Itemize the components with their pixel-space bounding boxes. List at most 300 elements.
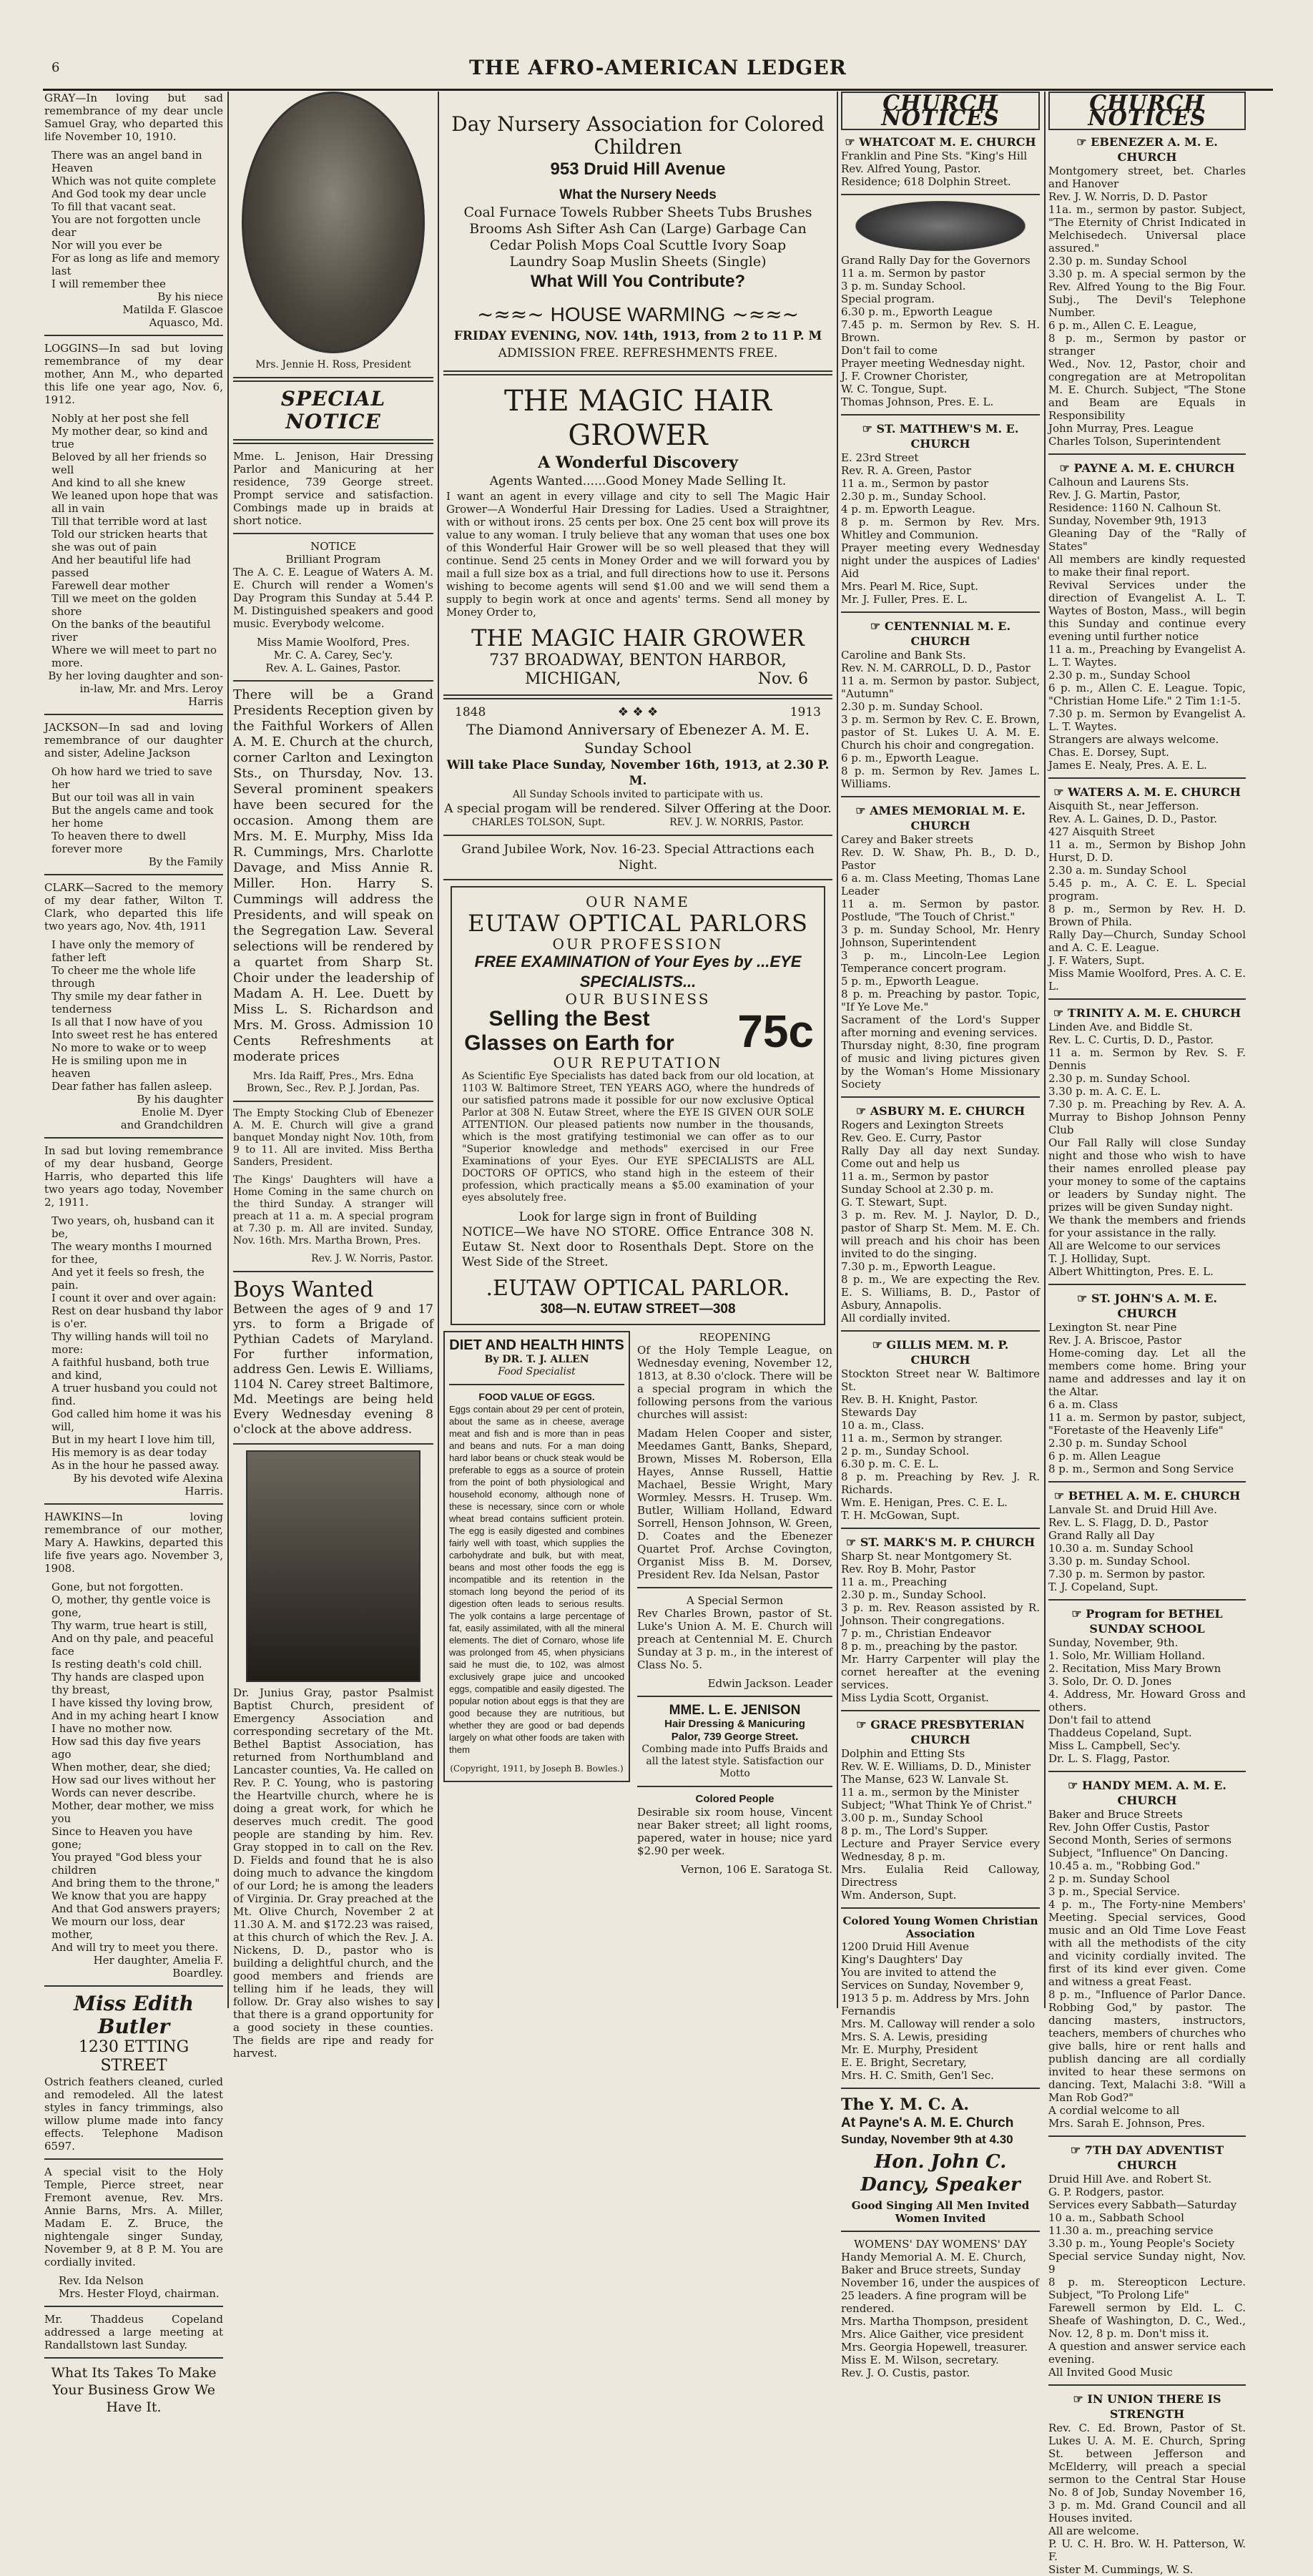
- church-line: 11 a. m. Sermon by Rev. S. F. Dennis: [1048, 1046, 1246, 1072]
- poem-line: God called him home it was his will,: [51, 1407, 222, 1433]
- reopening-column: [637, 1331, 832, 1876]
- divider: [1048, 2135, 1246, 2137]
- notice-sign-3: Rev. A. L. Gaines, Pastor.: [265, 662, 401, 674]
- ywca-heading: Colored Young Women Christian Association: [842, 1914, 1038, 1940]
- church-entry: [841, 414, 1040, 606]
- church-line: Wm. Anderson, Supt.: [841, 1889, 957, 1902]
- church-name-text: ASBURY M. E. CHURCH: [870, 1104, 1026, 1118]
- church-line: James E. Nealy, Pres. A. E. L.: [1048, 759, 1207, 772]
- church-line: Rev. L. S. Flagg, D. D., Pastor: [1048, 1516, 1209, 1529]
- church-line: 8 p. m. Sermon by Rev. James L. Williams.: [841, 765, 1040, 790]
- memoriam-signature: By her loving daughter and son-in-law, Mr. and Mrs. Leroy Harris: [48, 669, 223, 708]
- church-line: Don't fail to come: [841, 344, 938, 357]
- memoriam-text: CLARK—Sacred to the memory of my dear father, Wilton T. Clark, who departed this life two years ago, Nov. 4th, 1911: [44, 881, 223, 933]
- church-line: 8 p. m., preaching by the pastor.: [841, 1640, 1018, 1653]
- church-line: Wed., Nov. 12, Pastor, choir and congregation are at Metropolitan M. E. Church. Subject, "The Stone and Beam are Equals in Responsibility: [1048, 358, 1246, 422]
- church-line: 6.30 p. m. C. E. L.: [841, 1457, 939, 1470]
- memoriam-signature: Matilda F. Glascoe: [122, 303, 223, 316]
- poem-line: The weary months I mourned for thee,: [51, 1240, 212, 1266]
- memoriam-list: [44, 92, 223, 1980]
- church-line: 10.45 a. m., "Robbing God.": [1048, 1859, 1201, 1872]
- church-name-text: AMES MEMORIAL M. E. CHURCH: [870, 804, 1026, 832]
- church-notices-heading-2: CHURCH NOTICES: [1048, 92, 1246, 130]
- boys-wanted-text: Between the ages of 9 and 17 yrs. to form a Brigade of Pythian Cadets of Maryland. For further information, address Gen. Lewis E. Williams, 1104 N. Carey street Baltimore, Md. Meetings are being held Every Wednesday evening 8 o'clock at the above address.: [233, 1302, 433, 1437]
- church-line: Miss Lydia Scott, Organist.: [841, 1691, 989, 1704]
- church-line: Home-coming day. Let all the members come home. Bring your name and addresses and lay it on the Altar.: [1048, 1347, 1246, 1398]
- church-name-text: 7TH DAY ADVENTIST CHURCH: [1084, 2143, 1224, 2172]
- hand-pointer-icon: ☞: [1073, 2392, 1088, 2406]
- poem-line: His memory is as dear today: [51, 1446, 207, 1459]
- church-entry: [841, 1710, 1040, 1902]
- church-line: 3.30 p. m. A special sermon by the Rev. Alfred Young to the Big Four. Subj., The Devil's Telephone Number.: [1048, 267, 1246, 319]
- church-line: Calhoun and Laurens Sts.: [1048, 476, 1189, 488]
- church-line: Dr. L. S. Flagg, Pastor.: [1048, 1752, 1171, 1765]
- poem-line: No more to wake or to weep: [51, 1041, 207, 1054]
- eutaw-name: EUTAW OPTICAL PARLORS: [468, 910, 808, 937]
- column-rule: [837, 92, 838, 2008]
- ywca-lines: [841, 1940, 1040, 2082]
- nursery-address: 953 Druid Hill Avenue: [550, 159, 726, 179]
- poem-line: Is resting death's cold chill.: [51, 1658, 202, 1671]
- church-line: 11 a. m., Sermon by pastor: [841, 477, 989, 490]
- womens-day-heading: WOMENS' DAY WOMENS' DAY: [854, 2238, 1027, 2251]
- church-line: Thursday night, 8:30, fine program of music and living pictures given by the Woman's Home Missionary Society: [841, 1039, 1040, 1091]
- church-line: Charles Tolson, Superintendent: [1048, 435, 1221, 448]
- church-line: 11 a. m. Sermon by pastor, subject, "Foretaste of the Heavenly Life": [1048, 1411, 1246, 1437]
- need-line: Cedar Polish Mops Coal Scuttle Ivory Soap: [489, 237, 787, 253]
- church-line: Caroline and Bank Sts.: [841, 649, 966, 662]
- memoriam-signature: Aquasco, Md.: [149, 316, 223, 329]
- church-line: J. F. Crowner Chorister,: [841, 370, 969, 383]
- church-name: [841, 1717, 1040, 1747]
- church-line: Gleaning Day of the "Rally of States": [1048, 527, 1246, 553]
- church-line: Rev. L. C. Curtis, D. D., Pastor.: [1048, 1033, 1214, 1046]
- church-name: [1048, 2391, 1246, 2422]
- diet-text: Eggs contain about 29 per cent of protein, about the same as in cheese, average meat and fish and is more than in peas and beans and nuts. For a man doing hard labor beans or chuck steak would be preferable to eggs as a source of protein from the point of both physiological and household economy, although none of these is necessary, since corn or whole wheat bread contains sufficient protein. The egg is easily digested and combines fairly well with toast, which supplies the carbohydrate and bulk, but with meat, beans and most other foods the egg is incompatible and its retention in the stomach long beyond the period of its digestion often leads to serious results. The yolk contains a large percentage of fat, easily assimilated, with all the mineral elements. The diet of Cornaro, whose life was prolonged from 45, when physicians said he must die, to 102, was almost exclusively grape juice and uncooked eggs, compatible and easily digested. The popular notion about eggs is that they are good because they are nutritious, but whether they are good or bad depends largely on what other foods are taken with them: [449, 1404, 625, 1755]
- church-line: Chas. E. Dorsey, Supt.: [1048, 746, 1169, 759]
- memoriam-entry: [44, 335, 223, 708]
- poem-line: Is all that I now have of you: [51, 1016, 203, 1028]
- church-entry: [841, 1330, 1040, 1522]
- butler-text: Ostrich feathers cleaned, curled and remodeled. All the latest styles in fancy trimmings, also willow plume made into fancy effects. Telephone Madison 6597.: [44, 2075, 223, 2153]
- ywca-line: 1200 Druid Hill Avenue: [841, 1940, 969, 1953]
- church-line: T. H. McGowan, Supt.: [841, 1509, 960, 1522]
- notice-sign-1: Miss Mamie Woolford, Pres.: [256, 636, 410, 649]
- magic-hair-ad: [443, 384, 832, 689]
- poem-line: I count it over and over again:: [51, 1292, 217, 1304]
- divider: [1048, 777, 1246, 779]
- jenison-notice: Mme. L. Jenison, Hair Dressing Parlor and Manicuring at her residence, 739 George street. Prompt service and satisfaction. Combings made up in braids at short notice.: [233, 450, 433, 527]
- church-line: 2.30 a. m. Sunday School: [1048, 864, 1186, 877]
- magic-agents: Agents Wanted......Good Money Made Selling It.: [489, 474, 787, 488]
- diet-title: DIET AND HEALTH HINTS: [449, 1337, 624, 1353]
- hand-pointer-icon: ☞: [1076, 135, 1091, 149]
- church-name: [1048, 1006, 1246, 1021]
- portrait-caption: Mrs. Jennie H. Ross, President: [255, 359, 411, 370]
- church-notices-heading: CHURCH NOTICES: [841, 92, 1040, 130]
- poem-line: A faithful husband, both true and kind,: [51, 1356, 210, 1382]
- church-line: Druid Hill Ave. and Robert St.: [1048, 2173, 1212, 2186]
- hand-pointer-icon: ☞: [1071, 1607, 1086, 1621]
- church-line: Don't fail to attend: [1048, 1714, 1151, 1726]
- ymca-women: Women Invited: [895, 2212, 986, 2225]
- divider: [841, 1528, 1040, 1529]
- hand-pointer-icon: ☞: [845, 135, 860, 149]
- church-line: John Murray, Pres. League: [1048, 422, 1194, 435]
- portrait-ross: [242, 92, 425, 353]
- church-name-text: EBENEZER A. M. E. CHURCH: [1091, 135, 1218, 164]
- poem-line: We mourn our loss, dear mother,: [51, 1915, 185, 1941]
- anniversary-years: 1848 ❖ ❖ ❖ 1913: [455, 705, 821, 719]
- special-notice-heading: SPECIAL NOTICE: [280, 387, 386, 433]
- divider: [1048, 453, 1246, 455]
- flourish-icon: ~≈≈~: [476, 303, 551, 326]
- church-line: G. T. Stewart, Supt.: [841, 1196, 948, 1209]
- church-line: Residence; 618 Dolphin Street.: [841, 175, 1011, 188]
- church-line: 11 a. m. Sermon by pastor. Subject, "Autumn": [841, 674, 1040, 700]
- church-line: T. J. Copeland, Supt.: [1048, 1580, 1159, 1593]
- ywca-line: Mrs. M. Calloway will render a solo: [841, 2017, 1036, 2030]
- church-line: 11.30 a. m., preaching service: [1048, 2224, 1214, 2237]
- reopening-list: Madam Helen Cooper and sister, Meedames Gantt, Banks, Shepard, Brown, Misses M. Roberson, Ella Hayes, Annse Russell, Hattie Machael, Bessie Wright, Mary Wormley. Messrs. H. Trusep. Wm. Butler, William Holland, Edward Sorrell, Henson Johnson, W. Green, D. Coates and the Ebenezer Quartet Prof. Archse Covington, Organist Miss B. M. Dorsev, President Rev. Ida Nelsan, Pastor: [637, 1427, 832, 1581]
- memoriam-signature: and Grandchildren: [120, 1119, 223, 1131]
- poem-line: Thy warm, true heart is still,: [51, 1619, 207, 1632]
- magic-date: Nov. 6: [757, 670, 808, 688]
- church-line: 2.30 p. m., Sunday School: [1048, 669, 1191, 682]
- stocking-club-text: The Empty Stocking Club of Ebenezer A. M. E. Church will give a grand banquet Monday night Nov. 10th, from 9 to 11. All are invited. Miss Bertha Sanders, President.: [233, 1108, 433, 1168]
- church-line: Mr. J. Fuller, Pres. E. L.: [841, 593, 968, 606]
- divider: [841, 1710, 1040, 1711]
- church-line: 2.30 p. m. Sunday School: [1048, 255, 1187, 267]
- church-line: 2.30 p. m., Sunday School.: [841, 490, 987, 503]
- column-ads: [443, 92, 832, 2008]
- house-warming-admission: ADMISSION FREE. REFRESHMENTS FREE.: [498, 346, 778, 360]
- church-line: Rally Day all day next Sunday. Come out and help us: [841, 1144, 1040, 1170]
- church-name: [841, 619, 1040, 649]
- church-line: 3 p. m. Sunday School.: [841, 280, 966, 292]
- divider: [44, 335, 223, 336]
- magic-subtitle: A Wonderful Discovery: [538, 453, 738, 472]
- divider: [1048, 1284, 1246, 1285]
- church-line: Stewards Day: [841, 1406, 917, 1419]
- poem-line: We know that you are happy: [51, 1889, 207, 1902]
- church-line: Rev. J. G. Martin, Pastor,: [1048, 488, 1181, 501]
- gray-article: Dr. Junius Gray, pastor Psalmist Baptist Church, president of Emergency Association and corresponding secretary of the Mt. Bethel Baptist Association, has returned from Northumbland and Lancaster counties, Va. He called on Rev. P. C. Young, who is pastoring the Heartville church, where he is doing a great work, for which he deserves much credit. The good people are standing by him. Rev. Gray stopped in to call on the Rev. D. Fields and found that he is also doing much to advance the kingdom of our Lord; he is among the leaders of Virginia. Dr. Gray preached at the Mt. Olive Church, November 2 at 11.30 A. M. and $172.23 was raised, at this church of which the Rev. J. A. Nickens, D. D., pastor who is building a delightful church, and the good members and friends are telling him if he leads, they will follow. Dr. Gray also wishes to say that there is a grand opportunity for a good society in these counties. The fields are ripe and ready for harvest.: [233, 1686, 433, 2060]
- poem-line: You are not forgotten uncle dear: [51, 213, 201, 239]
- church-line: A question and answer service each evening.: [1048, 2340, 1246, 2366]
- poem-line: Till we meet on the golden shore: [51, 592, 197, 618]
- memoriam-text: HAWKINS—In loving remembrance of our mother, Mary A. Hawkins, departed this life five years ago. November 3, 1908.: [44, 1510, 223, 1575]
- church-line: 7.30 p. m., Epworth League.: [841, 1260, 996, 1273]
- church-line: Rev. W. E. Williams, D. D., Minister: [841, 1760, 1031, 1773]
- hand-pointer-icon: ☞: [1053, 1006, 1068, 1020]
- church-line: 7.30 p. m. Sermon by Evangelist A. L. T. Waytes.: [1048, 707, 1246, 733]
- church-line: Franklin and Pine Sts. "King's Hill: [841, 149, 1028, 162]
- memoriam-text: LOGGINS—In sad but loving remembrance of my dear mother, Ann M., who departed this life one year ago, Nov. 6, 1912.: [44, 342, 223, 406]
- church-line: All members are kindly requested to make their final report.: [1048, 553, 1246, 579]
- column-church-notices-2: [1048, 91, 1246, 2576]
- eutaw-selling: Selling the Best Glasses on Earth for: [464, 1007, 674, 1055]
- womens-day-line: Mrs. Martha Thompson, president: [841, 2315, 1028, 2328]
- church-entry: [1048, 998, 1246, 1278]
- church-line: Special program.: [841, 292, 935, 305]
- ymca-date: Sunday, November 9th at 4.30: [841, 2133, 1013, 2146]
- hand-pointer-icon: ☞: [1068, 1779, 1082, 1792]
- column-memoriam: [44, 92, 223, 2415]
- magic-state: MICHIGAN,: [525, 670, 621, 688]
- church-line: The Manse, 623 W. Lanvale St.: [841, 1773, 1009, 1786]
- holy-temple-chair: Mrs. Hester Floyd, chairman.: [59, 2287, 220, 2300]
- church-name: [841, 1337, 1040, 1367]
- church-name-text: WATERS A. M. E. CHURCH: [1068, 785, 1241, 799]
- poem-line: Into sweet rest he has entered: [51, 1028, 218, 1041]
- church-line: Residence: 1160 N. Calhoun St.: [1048, 501, 1221, 514]
- church-line: 7.30 p. m. Preaching by Rev. A. A. Murray to Bishop Johnson Penny Club: [1048, 1098, 1246, 1136]
- anniversary-invite: All Sunday Schools invited to participate with us.: [512, 789, 764, 800]
- church-name-text: BETHEL A. M. E. CHURCH: [1068, 1489, 1241, 1503]
- hand-pointer-icon: ☞: [872, 1338, 887, 1352]
- church-line: Prayer meeting Wednesday night.: [841, 357, 1026, 370]
- poem-line: Gone, but not forgotten.: [51, 1580, 184, 1593]
- magic-title: THE MAGIC HAIR GROWER: [503, 385, 772, 452]
- church-entries: [841, 134, 1040, 1902]
- church-line: 8 p. m., "Influence of Parlor Dance. Robbing God," by pastor. The dancing masters, instructors, teachers, members of churches who give balls, hire or rent halls and publish dancing are all cordially invited to hear these sermons on dancing. Text, Malachi 3:8. "Will a Man Rob God?": [1048, 1988, 1246, 2104]
- church-line: Special service Sunday night, Nov. 9: [1048, 2250, 1246, 2276]
- church-name: [1048, 461, 1246, 476]
- flourish-icon: ~≈≈~: [725, 303, 800, 326]
- butler-name: Miss Edith Butler: [74, 1992, 194, 2038]
- hand-pointer-icon: ☞: [855, 1104, 870, 1118]
- column-rule: [1044, 92, 1046, 2008]
- reopening-heading: REOPENING: [699, 1331, 771, 1344]
- church-line: Stockton Street near W. Baltimore St.: [841, 1367, 1040, 1393]
- church-line: Rogers and Lexington Streets: [841, 1119, 1004, 1131]
- church-line: 6.30 p. m., Epworth League: [841, 305, 993, 318]
- church-entry: [1048, 134, 1246, 448]
- hand-pointer-icon: ☞: [1059, 461, 1074, 475]
- poem-line: I will remember thee: [51, 277, 166, 290]
- poem-line: Two years, oh, husband can it be,: [51, 1214, 215, 1240]
- church-line: Sunday, November 9th, 1913: [1048, 514, 1207, 527]
- poem-line: How sad this day five years ago: [51, 1735, 201, 1761]
- church-entry: [841, 611, 1040, 790]
- divider: [44, 714, 223, 715]
- church-line: 8 p. m., We are expecting the Rev. E. S. Williams, B. D., Pastor of Asbury, Annapolis.: [841, 1273, 1040, 1312]
- church-entry: [841, 194, 1040, 408]
- memoriam-entry: [44, 874, 223, 1131]
- church-line: Baker and Bruce Streets: [1048, 1808, 1183, 1821]
- church-line: All are welcome.: [1048, 2525, 1139, 2537]
- magic-text: I want an agent in every village and city to sell The Magic Hair Grower—A Wonderful Hair Dressing for Ladies. Used a Straightner, with or without irons. 25 cents per box. One 25 cent box will prove its value to any woman. I truly believe that any woman that uses one box of this Wonderful Hair Grower will be so well pleased that they will continue. Send 25 cents in Money Order and we will forward you by mail a full size box as a trial, and full directions how to use it. Persons wishing to become agents will send $1.00 and we will send them a supply to begin work at once and agents' terms. Send all money by Money Order to,: [446, 490, 830, 619]
- butler-address: 1230 ETTING STREET: [78, 2038, 190, 2075]
- eutaw-optical-ad: [451, 886, 825, 1325]
- church-entry: [1048, 777, 1246, 993]
- church-name: [1048, 2143, 1246, 2173]
- divider: [841, 796, 1040, 797]
- divider: [44, 1503, 223, 1505]
- poem-line: And on thy pale, and peaceful face: [51, 1632, 214, 1658]
- house-warming-heading: ~≈≈~ HOUSE WARMING ~≈≈~: [476, 303, 800, 326]
- church-line: 2 p. m. Sunday School: [1048, 1872, 1170, 1885]
- reception-sign: Mrs. Ida Raiff, Pres., Mrs. Edna Brown, Sec., Rev. P. J. Jordan, Pas.: [247, 1071, 420, 1094]
- anniversary-program: A special progam will be rendered. Silver Offering at the Door.: [444, 802, 832, 816]
- church-line: 8 p. m., Sermon by Rev. H. D. Brown of Phila.: [1048, 903, 1246, 928]
- ymca-heading: The Y. M. C. A.: [841, 2095, 970, 2114]
- poem-line: And yet it feels so fresh, the pain.: [51, 1266, 205, 1292]
- church-line: Rev. Roy B. Mohr, Pastor: [841, 1563, 975, 1575]
- church-line: Rally Day—Church, Sunday School and A. C. E. League.: [1048, 928, 1246, 954]
- poem-line: Told our stricken hearts that she was out of pain: [51, 528, 207, 554]
- womens-day-line: Rev. J. O. Custis, pastor.: [841, 2366, 970, 2379]
- church-line: 3 p. m. Rev. M. J. Naylor, D. D., pastor of Sharp St. Mem. M. E. Ch. will preach and his choir has been invited to do the singing.: [841, 1209, 1040, 1260]
- eutaw-our-name: OUR NAME: [586, 893, 690, 910]
- church-entry: [1048, 453, 1246, 772]
- divider: [841, 1096, 1040, 1098]
- church-line: 6 p. m., Epworth League.: [841, 752, 979, 765]
- church-line: A cordial welcome to all: [1048, 2104, 1180, 2117]
- church-entry: [1048, 2384, 1246, 2576]
- jenison-ad-subtitle: Hair Dressing & Manicuring: [664, 1718, 805, 1730]
- church-line: Lecture and Prayer Service every Wednesday, 8 p. m.: [841, 1837, 1040, 1863]
- eutaw-sign-line: Look for large sign in front of Building: [518, 1210, 757, 1224]
- church-name: [1048, 1778, 1246, 1808]
- hand-pointer-icon: ☞: [855, 804, 870, 817]
- poem-line: We leaned upon hope that was all in vain: [51, 489, 218, 515]
- ywca-line: E. E. Bright, Secretary,: [841, 2056, 967, 2069]
- church-line: Mrs. Sarah E. Johnson, Pres.: [1048, 2117, 1205, 2130]
- eutaw-profession: OUR PROFESSION: [552, 935, 724, 953]
- church-line: 6 a. m. Class: [1048, 1398, 1118, 1411]
- church-name: [841, 1103, 1040, 1119]
- church-name: [1048, 1291, 1246, 1321]
- poem-line: You prayed "God bless your children: [51, 1851, 202, 1877]
- magic-state-row: [446, 670, 830, 689]
- church-entry: [1048, 1481, 1246, 1593]
- church-name-text: HANDY MEM. A. M. E. CHURCH: [1081, 1779, 1226, 1807]
- church-name: [1048, 134, 1246, 164]
- church-line: 3 p. m., Special Service.: [1048, 1885, 1181, 1898]
- church-line: 11 a. m. Sermon by pastor: [841, 267, 985, 280]
- church-line: Rev. D. W. Shaw, Ph. B., D. D., Pastor: [841, 846, 1040, 872]
- church-line: We thank the members and friends for your assistance in the rally.: [1048, 1214, 1246, 1239]
- church-line: Rev. J. A. Briscoe, Pastor: [1048, 1334, 1181, 1347]
- poem-line: On the banks of the beautiful river: [51, 618, 211, 644]
- holy-temple-text: A special visit to the Holy Temple, Pierce street, near Fremont avenue, Rev. Mrs. Annie Barns, Mrs. A. Miller, Madam E. Z. Bruce, the nightengale singer Sunday, November 9, at 8 P. M. You are cordially invited.: [44, 2165, 223, 2268]
- memoriam-text: In sad but loving remembrance of my dear husband, George Harris, who departed this life two years ago today, November 2, 1911.: [44, 1144, 223, 1209]
- church-line: Sister M. Cummings, W. S.: [1048, 2563, 1194, 2576]
- church-line: Sunday, November, 9th.: [1048, 1636, 1179, 1649]
- church-line: Rev. John Offer Custis, Pastor: [1048, 1821, 1209, 1834]
- church-line: Mrs. Pearl M. Rice, Supt.: [841, 580, 978, 593]
- ywca-line: Mr. E. Murphy, President: [841, 2043, 978, 2056]
- womens-day-line: Mrs. Alice Gaither, vice president: [841, 2328, 1024, 2341]
- poem-line: I have kissed thy loving brow,: [51, 1696, 213, 1709]
- church-line: 2.30 p. m. Sunday School.: [1048, 1072, 1191, 1085]
- church-line: Grand Rally all Day: [1048, 1529, 1155, 1542]
- needs-heading: What the Nursery Needs: [559, 187, 717, 202]
- poem-line: As in the hour he passed away.: [51, 1459, 220, 1472]
- church-line: 4 p. m. Epworth League.: [841, 503, 975, 516]
- ywca-line: King's Daughters' Day: [841, 1953, 963, 1966]
- church-name: [1048, 1606, 1246, 1636]
- church-line: Services every Sabbath—Saturday: [1048, 2198, 1237, 2211]
- poem-line: O, mother, thy gentle voice is gone,: [51, 1593, 211, 1619]
- hand-pointer-icon: ☞: [845, 1535, 860, 1549]
- divider: [841, 414, 1040, 416]
- church-line: T. J. Holliday, Supt.: [1048, 1252, 1151, 1265]
- church-line: J. F. Waters, Supt.: [1048, 954, 1145, 967]
- church-line: P. U. C. H. Bro. W. H. Patterson, W. F.: [1048, 2537, 1246, 2563]
- poem-line: To fill that vacant seat.: [51, 200, 176, 213]
- church-line: Rev. B. H. Knight, Pastor.: [841, 1393, 978, 1406]
- church-line: 2.30 p. m., Sunday School.: [841, 1588, 987, 1601]
- memoriam-signature: By his daughter: [137, 1093, 223, 1106]
- jenison-ad-address: Palor, 739 George Street.: [671, 1731, 799, 1743]
- church-name: [841, 421, 1040, 451]
- church-line: 4 p. m., The Forty-nine Members' Meeting. Special services, Good music and an Old Time Love Feast with all the methodists of the city and vicinity cordially invited. The first of its kind ever given. Come and witness a great Feast.: [1048, 1898, 1246, 1988]
- bottom-slogan: What Its Takes To Make Your Business Grow We Have It.: [51, 2365, 217, 2415]
- church-line: 3.30 p. m., Young People's Society: [1048, 2237, 1235, 2250]
- poem-line: But in my heart I love him till,: [51, 1433, 215, 1446]
- church-line: 11 a. m., sermon by the Minister: [841, 1786, 1019, 1799]
- church-line: 3.30 p. m. A. C. E. L.: [1048, 1085, 1161, 1098]
- ywca-line: You are invited to attend the Services on Sunday, November 9, 1913 5 p. m. Address by Mrs. John Fernandis: [841, 1966, 1030, 2017]
- magic-address: 737 BROADWAY, BENTON HARBOR,: [489, 652, 787, 669]
- sermon-sign: Edwin Jackson. Leader: [707, 1677, 832, 1690]
- hand-pointer-icon: ☞: [862, 422, 877, 436]
- column-rule: [438, 92, 439, 2008]
- church-entry: [1048, 2135, 1246, 2379]
- church-line: Rev. N. M. CARROLL, D. D., Pastor: [841, 662, 1031, 674]
- church-line: Subject; "What Think Ye of Christ.": [841, 1799, 1033, 1811]
- church-line: 7 p. m., Christian Endeavor: [841, 1627, 991, 1640]
- colored-people-sign: Vernon, 106 E. Saratoga St.: [680, 1863, 832, 1876]
- church-line: Sharp St. near Montgomery St.: [841, 1550, 1012, 1563]
- ywca-line: Mrs. S. A. Lewis, presiding: [841, 2030, 988, 2043]
- church-line: All cordially invited.: [841, 1312, 950, 1324]
- poem-line: For as long as life and memory last: [51, 252, 220, 277]
- jenison-ad-name: MME. L. E. JENISON: [669, 1703, 801, 1718]
- memoriam-entry: [44, 1503, 223, 1980]
- church-line: 7.45 p. m. Sermon by Rev. S. H. Brown.: [841, 318, 1040, 344]
- poem-line: There was an angel band in Heaven: [51, 149, 202, 174]
- church-line: 3 p. m. Sermon by Rev. C. E. Brown, pastor of St. Lukes U. A. M. E. Church his choir and congregation.: [841, 713, 1040, 752]
- church-line: 3 p. m., Lincoln-Lee Legion Temperance concert program.: [841, 949, 1040, 975]
- church-line: Rev. C. Ed. Brown, Pastor of St. Lukes U. A. M. E. Church, Spring St. between Jefferson and McElderry, will preach a special sermon to the Central Star House No. 8 of Job, Sunday November 16, 3 p. m. Md. Grand Council and all Houses invited.: [1048, 2422, 1246, 2525]
- church-line: 8 p. m. Preaching by pastor. Topic, "If Ye Love Me.": [841, 988, 1040, 1013]
- reopening-text: Of the Holy Temple League, on Wednesday evening, November 12, 1813, at 8.30 o'clock. There will be a special program in which the following persons from the various churches will assist:: [637, 1344, 832, 1421]
- anniversary-place: Will take Place Sunday, November 16th, 1913, at 2.30 P. M.: [446, 758, 830, 788]
- divider: [841, 194, 1040, 195]
- church-line: Revival Services under the direction of Evangelist A. L. T. Waytes of Boston, Mass., will begin this Sunday and continue every evening until further notice: [1048, 579, 1246, 643]
- church-line: All are Welcome to our services: [1048, 1239, 1221, 1252]
- poem-line: To cheer me the whole life through: [51, 964, 196, 990]
- house-warming-date: FRIDAY EVENING, NOV. 14th, 1913, from 2 to 11 P. M: [453, 329, 822, 343]
- church-name-text: GRACE PRESBYTERIAN CHURCH: [870, 1718, 1025, 1746]
- colored-people-heading: Colored People: [695, 1793, 774, 1805]
- poem-line: But our toil was all in vain: [51, 791, 195, 804]
- church-line: 6 p. m., Allen C. E. League,: [1048, 319, 1197, 332]
- need-line: Coal Furnace Towels Rubber Sheets Tubs Brushes: [463, 205, 812, 220]
- church-name-text: GILLIS MEM. M. P. CHURCH: [886, 1338, 1009, 1367]
- church-line: G. P. Rodgers, pastor.: [1048, 2186, 1164, 2198]
- church-line: 8 p. m. Sermon by Rev. Mrs. Whitley and Communion.: [841, 516, 1040, 541]
- church-line: 3.00 p. m., Sunday School: [841, 1811, 983, 1824]
- church-line: Thaddeus Copeland, Supt.: [1048, 1726, 1192, 1739]
- poem-line: A truer husband you could not find.: [51, 1382, 217, 1407]
- church-line: Miss Mamie Woolford, Pres. A. C. E. L.: [1048, 967, 1246, 993]
- diet-subtitle: FOOD VALUE OF EGGS.: [478, 1391, 595, 1402]
